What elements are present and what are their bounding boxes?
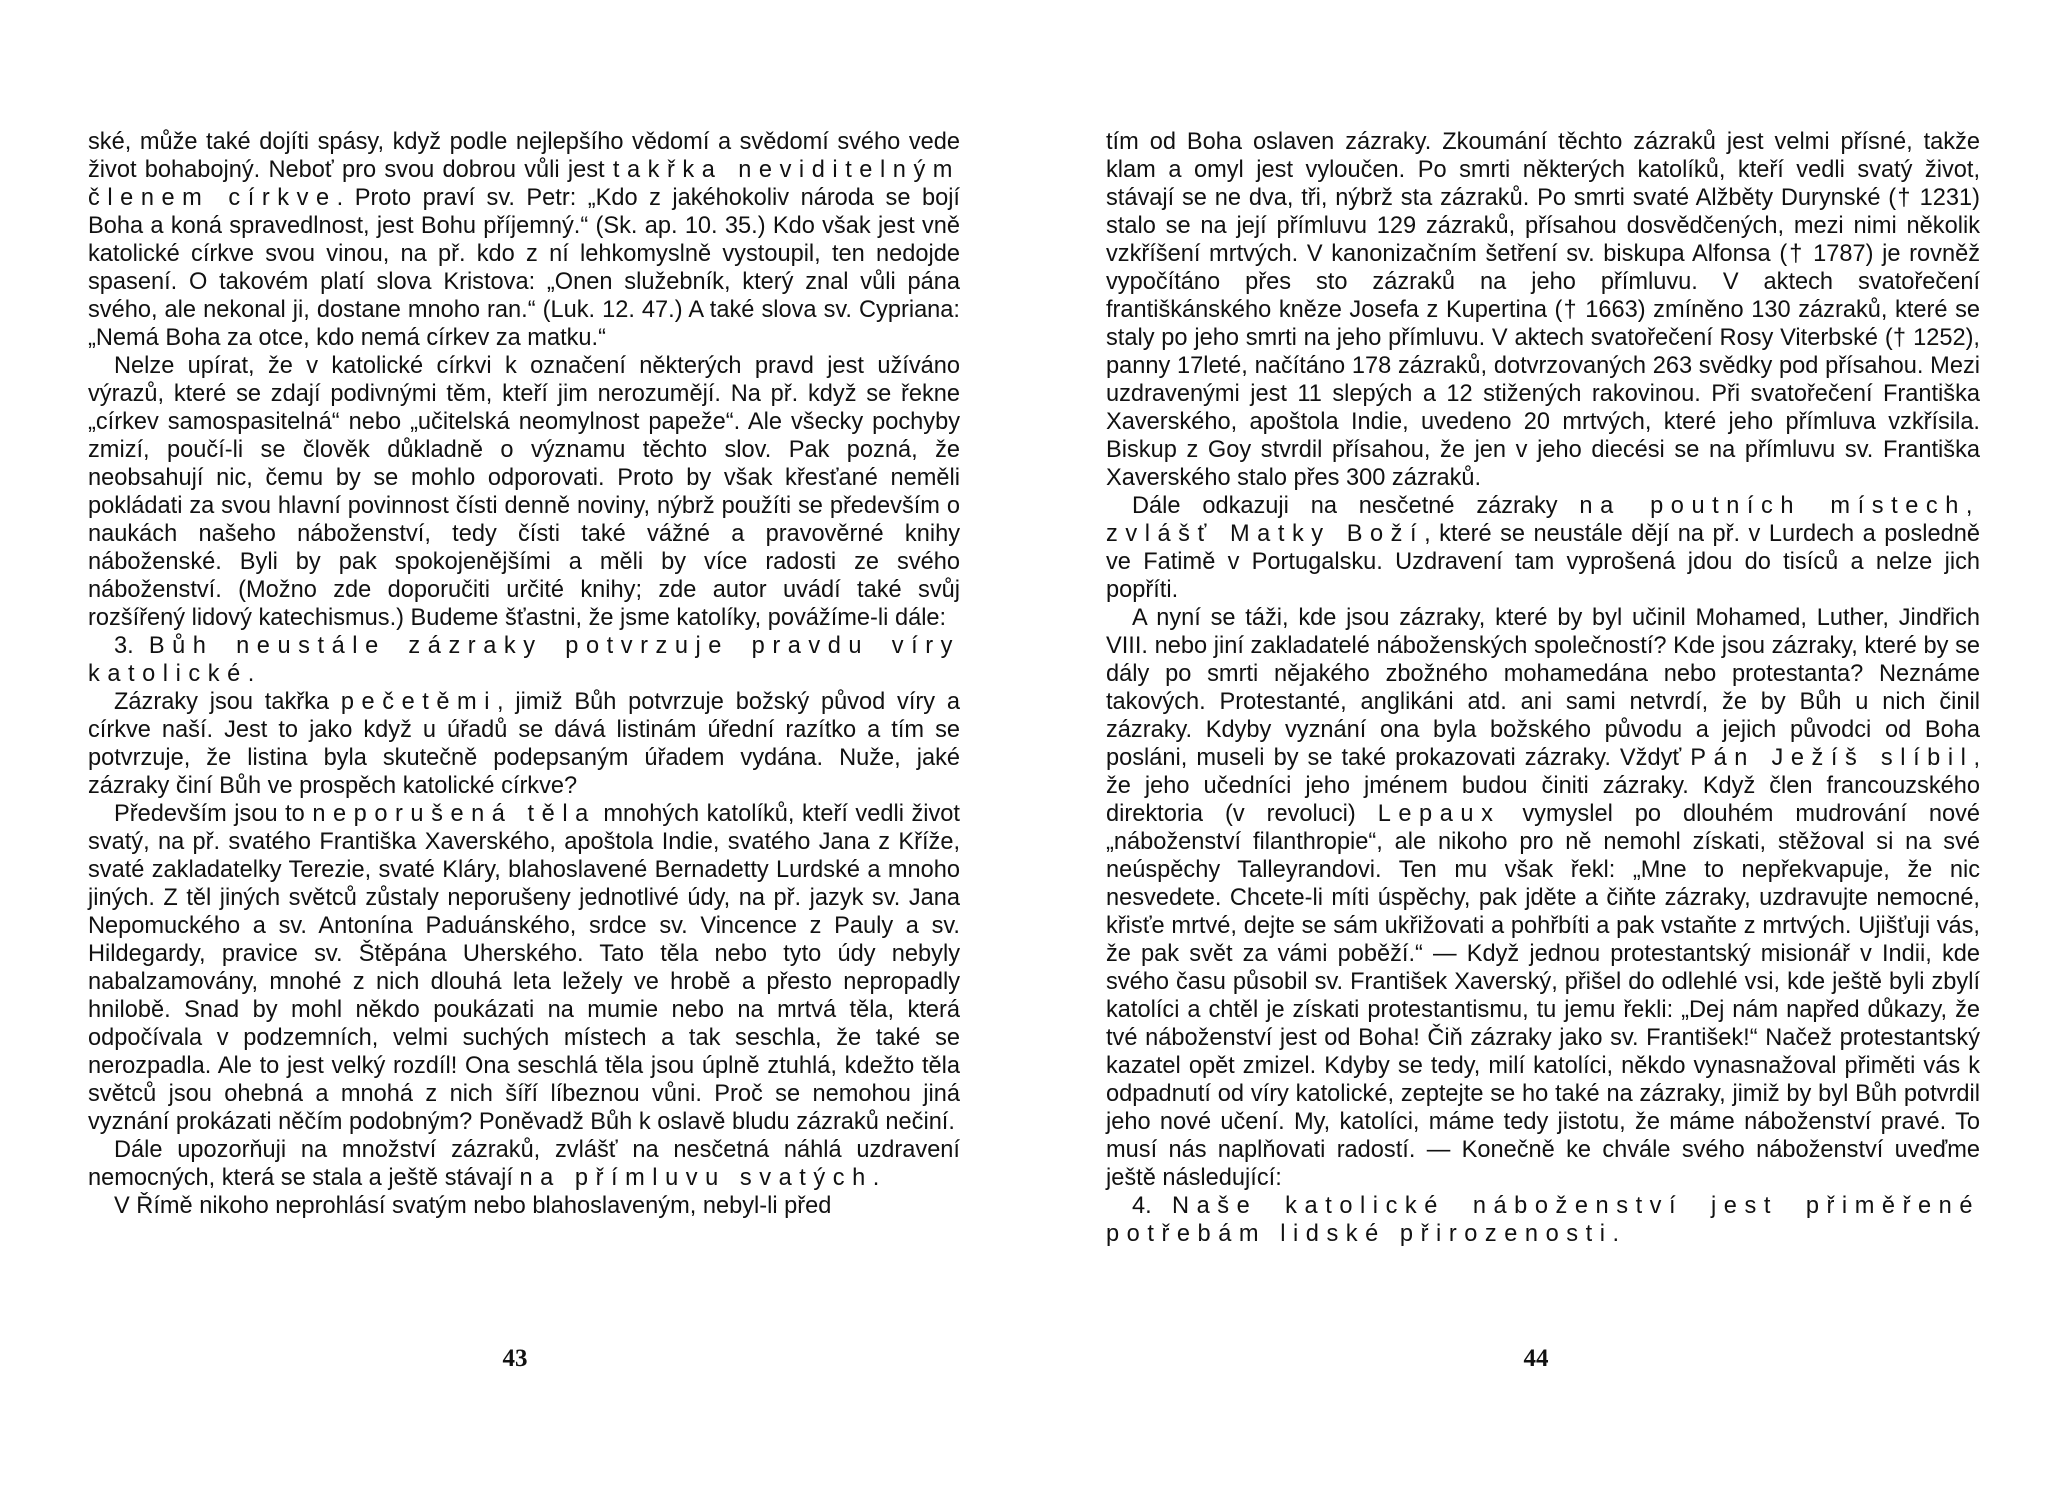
text-run: Dále upozorňuji na množství zázraků, zvlášť na nesčetná náhlá uzdravení nemocných, která se stala a ještě stávají <box>88 1137 960 1191</box>
paragraph <box>1106 1192 1980 1248</box>
emphasized-text: Naše katolické náboženství jest přiměřené potřebám lidské přirozenosti <box>1106 1193 1981 1247</box>
text-run: . <box>872 1165 880 1191</box>
text-run: , které se neustále dějí na př. v Lurdech a posledně ve Fatimě v Portugalsku. Uzdravení tam vyprošená jdou do tisíců a nelze jich popříti. <box>1106 521 1980 603</box>
text-run: Dále odkazuji na nesčetné zázraky <box>1132 493 1580 519</box>
text-run: tím od Boha oslaven zázraky. Zkoumání těchto zázraků jest velmi přísné, takže klam a omyl jest vyloučen. Po smrti některých katolíků, kteří vedli svatý život, stávají se ne dva, tři, nýbrž sta zázraků. Po smrti svaté Alžběty Durynské († 1231) stalo se na její přímluvu 129 zázraků, přísahou dosvědčených, mezi nimi několik vzkříšení mrtvých. V kanonizačním šetření sv. biskupa Alfonsa († 1787) je rovněž vypočítáno přes sto zázraků na jeho přímluvu. V aktech svatořečení františkánského kněze Josefa z Kupertina († 1663) zmíněno 130 zázraků, které se staly po jeho smrti na jeho přímluvu. V aktech svatořečení Rosy Viterbské († 1252), panny 17leté, načítáno 178 zázraků, dotvrzovaných 263 svědky pod přísahou. Mezi uzdravenými jest 11 slepých a 12 stižených rakovinou. Při svatořečení Františka Xaverského, apoštola Indie, uvedeno 20 mrtvých, které jeho přímluva vzkřísila. Biskup z Goy stvrdil přísahou, že jen v jeho diecési se na přímluvu sv. Františka Xaverského stalo přes 300 zázraků. <box>1106 129 1980 491</box>
page-number-left: 43 <box>502 1345 528 1372</box>
text-run: vymyslel po dlouhém mudrování nové „náboženství filanthropie“, ale nikoho pro ně nemohl získati, stěžoval si na své neúspěchy Talleyrandovi. Ten mu však řekl: „Mne to nepřekvapuje, že nic nesvedete. Chcete-li míti úspěchy, pak jděte a čiňte zázraky, uzdravujte nemocné, křisťe mrtvé, dejte se sám ukřižovati a pohřbíti a pak vstaňte z mrtvých. Ujišťuji vás, že pak svět za vámi poběží.“ — Když jednou protestantský misionář v Indii, kde svého času působil sv. František Xaverský, přišel do odlehlé vsi, kde ještě byli zbylí katolíci a chtěl je získati protestantismu, tu jemu řekli: „Dej nám napřed důkazy, že tvé náboženství jest od Boha! Čiň zázraky jako sv. František!“ Načež protestantský kazatel opět zmizel. Kdyby se tedy, milí katolíci, někdo vynasnažoval přiměti vás k odpadnutí od víry katolické, zeptejte se ho také na zázraky, jimiž by byl Bůh potvrdil jeho nové učení. My, katolíci, máme tedy jistotu, že máme náboženství pravé. To musí nás naplňovati radostí. — Konečně ke chvále svého náboženství uveďme ještě následující: <box>1106 801 1980 1191</box>
emphasized-text: Pán Ježíš slíbil <box>1690 745 1974 771</box>
text-run: V Římě nikoho neprohlásí svatým nebo blahoslaveným, nebyl-li před <box>114 1193 832 1219</box>
text-run: , jimiž Bůh potvrzuje božský původ víry a církve naší. Jest to jako když u úřadů se dává listinám úřední razítko a tím se potvrzuje, že listina byla skutečně podepsaným úřadem vydána. Nuže, jaké zázraky činí Bůh ve prospěch katolické církve? <box>88 689 960 799</box>
text-run: Nelze upírat, že v katolické církvi k označení některých pravd jest užíváno výrazů, které se zdají podivnými těm, kteří jim nerozumějí. Na př. když se řekne „církev samospasitelná“ nebo „učitelská neomylnost papeže“. Ale všecky pochyby zmizí, poučí-li se člověk důkladně o významu těchto slov. Pak pozná, že neobsahují nic, čemu by se mohlo odporovati. Proto by však křesťané neměli pokládati za svou hlavní povinnost čísti denně noviny, nýbrž použíti se především o naukách našeho náboženství, tedy čísti také vážné a pravověrné knihy náboženské. Byli by pak spokojenějšími a měli by více radosti ze svého náboženství. (Možno zde doporučiti určité knihy; zde autor uvádí také svůj rozšířený lidový katechismus.) Budeme šťastni, že jsme katolíky, povážíme-li dále: <box>88 353 960 631</box>
emphasized-text: na přímluvu svatých <box>519 1165 873 1191</box>
paragraph <box>88 352 960 632</box>
text-run: . <box>247 661 255 687</box>
paragraph <box>1106 604 1980 1192</box>
paragraph <box>88 632 960 688</box>
paragraph <box>88 688 960 800</box>
text-run: 4. <box>1132 1193 1173 1219</box>
text-run: . <box>1612 1221 1620 1247</box>
emphasized-text: Lepaux <box>1377 801 1501 827</box>
text-run: A nyní se táži, kde jsou zázraky, které by byl učinil Mohamed, Luther, Jindřich VIII. nebo jiní zakladatelé náboženských společností? Kde jsou zázraky, které by se dály po smrti nějakého zbožného mohamedána nebo protestanta? Neznáme takových. Protestanté, anglikáni atd. ani sami netvrdí, že by Bůh u nich činil zázraky. Kdyby vyznání ona byla božského původu a jejich původci od Boha posláni, museli by se také prokazovati zázraky. Vždyť <box>1106 605 1980 771</box>
text-run: Zázraky jsou takřka <box>114 689 341 715</box>
right-page <box>1106 128 1980 1248</box>
paragraph <box>88 1192 960 1220</box>
paragraph <box>1106 128 1980 492</box>
right-page-text <box>1106 128 1980 1248</box>
text-run: Především jsou to <box>114 801 313 827</box>
emphasized-text: takřka neviditelným členem církve <box>88 157 960 211</box>
paragraph <box>88 128 960 352</box>
left-page <box>88 128 960 1220</box>
text-run: mnohých katolíků, kteří vedli život svatý, na př. svatého Františka Xaverského, apoštola Indie, svatého Jana z Kříže, svaté zakladatelky Terezie, svaté Kláry, blahoslavené Bernadetty Lurdské a mnoho jiných. Z těl jiných světců zůstaly neporušeny jednotlivé údy, na př. jazyk sv. Jana Nepomuckého a sv. Antonína Paduánského, srdce sv. Vincence z Pauly a sv. Hildegardy, pravice sv. Štěpána Uherského. Tato těla nebo tyto údy nebyly nabalzamovány, mnohé z nich dlouhá leta ležely ve hrobě a přesto nepropadly hnilobě. Snad by mohl někdo poukázati na mumie nebo na mrtvá těla, která odpočívala v podzemních, velmi suchých místech a tak seschla, že také se nerozpadla. Ale to jest velký rozdíl! Ona seschlá těla jsou úplně ztuhlá, kdežto těla světců jsou ohebná a mnohá z nich šíří líbeznou vůni. Proč se nemohou jiná vyznání prokázati něčím podobným? Poněvadž Bůh k oslavě bludu zázraků nečiní. <box>88 801 960 1135</box>
text-run: ské, může také dojíti spásy, když podle nejlepšího vědomí a svědomí svého vede život bohabojný. Neboť pro svou dobrou vůli jest <box>88 129 960 183</box>
paragraph <box>88 1136 960 1192</box>
emphasized-text: Bůh neustále zázraky potvrzuje pravdu víry katolické <box>88 633 961 687</box>
paragraph <box>88 800 960 1136</box>
text-run: , že jeho učedníci jeho jménem budou činiti zázraky. Když člen francouzského direktoria (v revoluci) <box>1106 745 1980 827</box>
text-run: 3. <box>114 633 149 659</box>
emphasized-text: neporušená těla <box>312 801 596 827</box>
emphasized-text: pečetěmi <box>340 689 498 715</box>
text-run: . Proto praví sv. Petr: „Kdo z jakéhokoliv národa se bojí Boha a koná spravedlnost, jest Bohu příjemný.“ (Sk. ap. 10. 35.) Kdo však jest vně katolické církve svou vinou, na př. kdo z ní lehkomyslně vystoupil, ten nedojde spasení. O takovém platí slova Kristova: „Onen služebník, který znal vůli pána svého, ale nekonal ji, dostane mnoho ran.“ (Luk. 12. 47.) A také slova sv. Cypriana: „Nemá Boha za otce, kdo nemá církev za matku.“ <box>88 185 960 351</box>
emphasized-text: na poutních místech, zvlášť Matky Boží <box>1106 493 1980 547</box>
paragraph <box>1106 492 1980 604</box>
page-number-right: 44 <box>1523 1345 1549 1372</box>
left-page-text <box>88 128 960 1220</box>
